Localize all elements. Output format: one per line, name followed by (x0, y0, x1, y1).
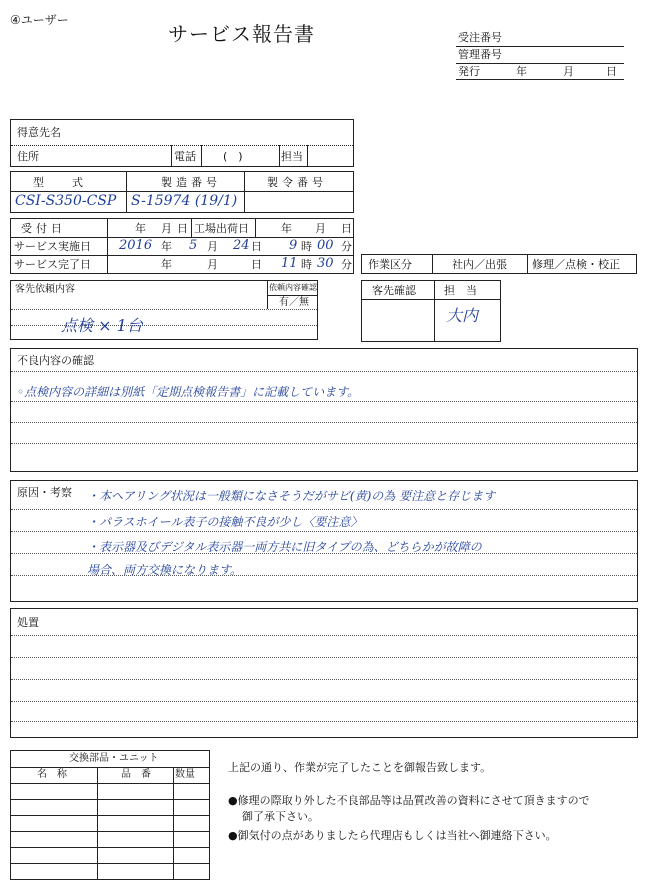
confirm-block (361, 280, 501, 342)
order-number-label: 製令番号 (267, 176, 327, 189)
customer-block (10, 119, 354, 167)
start-minute-unit: 分 (341, 240, 352, 253)
complete-month-unit: 月 (207, 258, 218, 271)
staff-label: 担当 (281, 150, 303, 163)
model-value: CSI-S350-CSP (15, 193, 117, 209)
complete-year-unit: 年 (161, 258, 172, 271)
confirm-staff-value: 大内 (446, 306, 479, 325)
cause-line-4: 場合、両方交換になります。 (87, 563, 243, 577)
factory-day: 日 (341, 222, 352, 235)
start-hour-value: 9 (289, 238, 298, 253)
dates-block (10, 218, 354, 274)
factory-month: 月 (315, 222, 326, 235)
service-complete-label: サービス完了日 (14, 258, 91, 271)
start-hour-unit: 時 (301, 240, 312, 253)
defect-block (10, 348, 638, 472)
work-type-label: 作業区分 (368, 258, 412, 271)
factory-ship-label: 工場出荷日 (194, 222, 249, 235)
end-minute-value: 30 (317, 256, 334, 271)
footer-report: 上記の通り、作業が完了したことを御報告致します。 (228, 761, 492, 774)
issued-day-label: 日 (606, 65, 617, 78)
request-handwritten: 点検 × 1台 (61, 316, 143, 335)
parts-col-part: 品 番 (121, 769, 151, 780)
complete-day-unit: 日 (251, 258, 262, 271)
issued-year-label: 年 (516, 65, 527, 78)
service-day-value: 24 (233, 238, 250, 253)
end-minute-unit: 分 (341, 258, 352, 271)
request-doc-label: 依頼内容確認 (269, 283, 317, 292)
service-year-unit: 年 (161, 240, 172, 253)
work-type-option-category: 修理／点検・校正 (532, 258, 620, 271)
model-block (10, 171, 354, 213)
cause-block (10, 480, 638, 602)
service-day-unit: 日 (251, 240, 262, 253)
address-label: 住所 (17, 150, 39, 163)
request-block (10, 280, 318, 340)
received-label: 受付日 (21, 222, 66, 235)
work-type-option-location: 社内／出張 (452, 258, 507, 271)
service-month-unit: 月 (207, 240, 218, 253)
footer-contact-note: ●御気付の点がありましたら代理店もしくは当社へ御連絡下さい。 (228, 829, 557, 842)
received-year: 年 (135, 222, 146, 235)
copy-label: ④ユーザー (10, 13, 69, 27)
cause-line-3: ・表示器及びデジタル表示器一両方共に旧タイプの為、どちらかが故障の (87, 540, 482, 554)
treatment-block (10, 608, 638, 738)
received-day: 日 (177, 222, 188, 235)
service-done-label: サービス実施日 (14, 240, 91, 253)
work-type-block (361, 254, 637, 274)
request-doc-options: 有／無 (279, 297, 309, 308)
request-label: 客先依頼内容 (15, 284, 75, 295)
parts-col-name: 名 称 (37, 769, 67, 780)
serial-label: 製造番号 (161, 176, 221, 189)
parts-col-qty: 数量 (175, 769, 195, 780)
footer-parts-note-2: 御了承下さい。 (242, 810, 319, 823)
cause-line-2: ・パラスホイール表子の接触不良が少し〈要注意〉 (87, 515, 363, 529)
defect-label: 不良内容の確認 (17, 354, 94, 367)
phone-parens: ( ) (223, 150, 243, 163)
service-year-value: 2016 (119, 238, 153, 253)
parts-title: 交換部品・ユニット (69, 753, 159, 764)
received-month: 月 (161, 222, 172, 235)
factory-year: 年 (281, 222, 292, 235)
cause-label: 原因・考察 (17, 486, 72, 499)
customer-name-label: 得意先名 (17, 126, 61, 139)
customer-confirm-label: 客先確認 (372, 284, 416, 297)
page-title: サービス報告書 (168, 22, 315, 46)
model-label: 型 式 (33, 176, 85, 189)
parts-table (10, 750, 210, 880)
serial-value: S-15974 (19/1) (131, 193, 238, 209)
footer-parts-note: ●修理の際取り外した不良部品等は品質改善の資料にさせて頂きますので (228, 794, 590, 807)
end-hour-value: 11 (281, 256, 298, 271)
issued-month-label: 月 (563, 65, 574, 78)
issued-label: 発行 (458, 65, 480, 78)
end-hour-unit: 時 (301, 258, 312, 271)
mgmt-no-label: 管理番号 (458, 48, 502, 61)
confirm-staff-label: 担 当 (444, 284, 477, 297)
service-month-value: 5 (189, 238, 198, 253)
cause-line-1: ・本ヘアリング状況は一般類になさそうだがサビ(黄)の為 要注意と存じます (87, 489, 496, 503)
meta-block (456, 30, 624, 80)
phone-label: 電話 (174, 150, 196, 163)
start-minute-value: 00 (317, 238, 334, 253)
order-no-label: 受注番号 (458, 31, 502, 44)
defect-handwritten: ◦点検内容の詳細は別紙「定期点検報告書」に記載しています。 (17, 385, 360, 399)
treatment-label: 処置 (17, 616, 39, 629)
